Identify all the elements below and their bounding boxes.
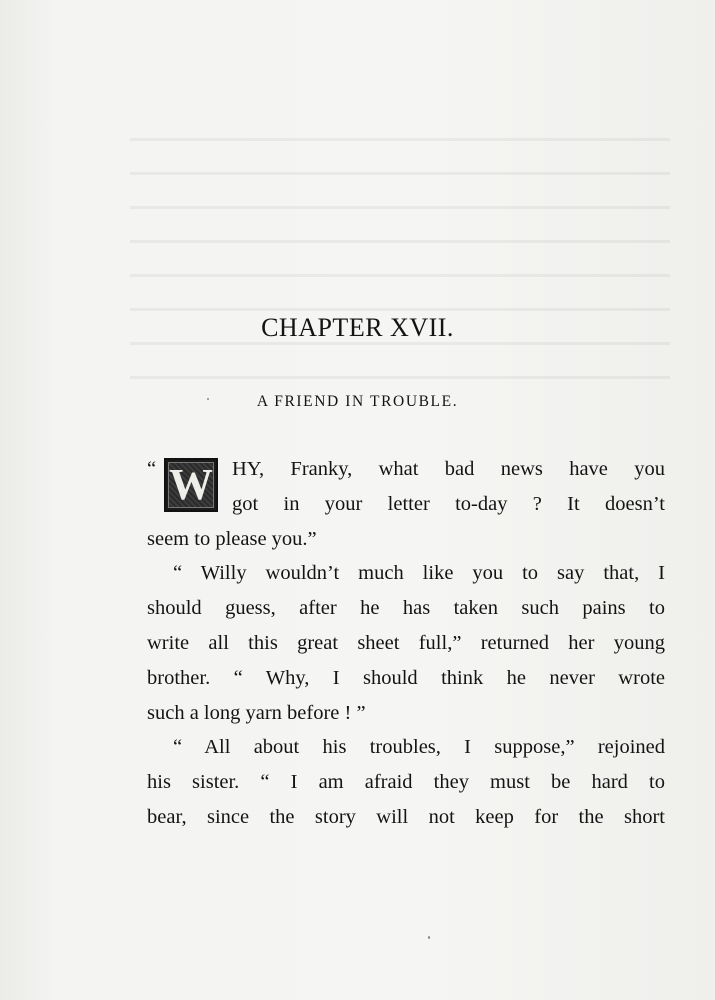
paper-speck bbox=[207, 398, 209, 400]
text-line-9: “ All about his troubles, I suppose,” rejoined bbox=[173, 736, 665, 759]
text-line-5: should guess, after he has taken such pains to bbox=[147, 597, 665, 620]
chapter-title: CHAPTER XVII. bbox=[261, 313, 454, 342]
dropcap-letter: W bbox=[169, 460, 213, 509]
opening-quote: “ bbox=[147, 458, 157, 480]
text-line-4: “ Willy wouldn’t much like you to say that, I bbox=[173, 562, 665, 585]
text-line-7: brother. “ Why, I should think he never wrote bbox=[147, 666, 665, 689]
text-line-11: bear, since the story will not keep for the short bbox=[147, 805, 665, 828]
chapter-subtitle: A FRIEND IN TROUBLE. bbox=[256, 393, 459, 410]
text-line-8: such a long yarn before ! ” bbox=[147, 701, 366, 724]
paper-speck bbox=[428, 936, 430, 939]
text-line-10: his sister. “ I am afraid they must be hard to bbox=[147, 771, 665, 794]
text-line-1: HY, Franky, what bad news have you bbox=[232, 458, 665, 480]
ornamental-dropcap bbox=[164, 458, 218, 512]
text-line-6: write all this great sheet full,” returned her young bbox=[147, 631, 665, 654]
text-line-3: seem to please you.” bbox=[147, 527, 317, 550]
bleed-through-texture bbox=[130, 110, 670, 410]
text-line-2: got in your letter to-day ? It doesn’t bbox=[232, 492, 665, 515]
body-text bbox=[147, 452, 665, 835]
dropcap-ornament bbox=[168, 462, 214, 508]
